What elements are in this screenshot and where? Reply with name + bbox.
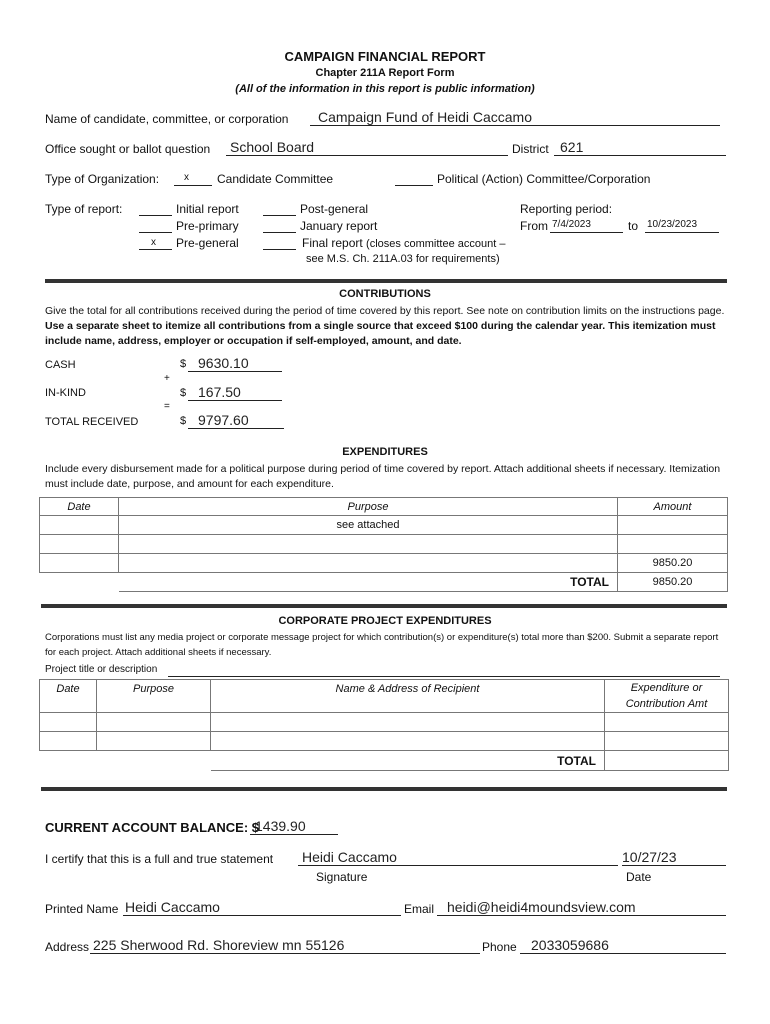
period-from-field[interactable]: 7/4/2023 xyxy=(552,219,591,230)
cash-currency: $ xyxy=(180,358,187,370)
total-received-label: TOTAL RECEIVED xyxy=(45,416,139,428)
final-report-text: Final report xyxy=(302,236,363,250)
expenditures-instructions: Include every disbursement made for a political purpose during period of time covered by report. Attach additional sheets if necessary. Itemization must include date, purpose, and amount for each expenditure. xyxy=(45,463,721,490)
name-field[interactable]: Campaign Fund of Heidi Caccamo xyxy=(318,109,532,125)
exp-date-cell[interactable] xyxy=(40,554,119,573)
exp-date-cell[interactable] xyxy=(40,535,119,554)
preprimary-checkline[interactable] xyxy=(139,232,172,233)
signature-field[interactable]: Heidi Caccamo xyxy=(302,849,397,865)
exp-date-cell[interactable] xyxy=(40,516,119,535)
total-received-field[interactable]: 9797.60 xyxy=(198,412,249,428)
corp-col-amount-line2: Contribution Amt xyxy=(625,698,708,710)
inkind-underline xyxy=(188,400,282,401)
corp-cell[interactable] xyxy=(97,713,211,732)
inkind-label: IN-KIND xyxy=(45,387,86,399)
exp-col-date: Date xyxy=(40,498,119,516)
exp-col-purpose: Purpose xyxy=(119,498,618,516)
table-row xyxy=(40,554,728,573)
balance-underline xyxy=(250,834,338,835)
contributions-instructions xyxy=(45,304,727,349)
period-to-label: to xyxy=(628,219,639,233)
corp-cell[interactable] xyxy=(40,713,97,732)
cash-field[interactable]: 9630.10 xyxy=(198,355,249,371)
corp-cell[interactable] xyxy=(605,713,729,732)
final-report-label xyxy=(302,236,505,250)
date-field[interactable]: 10/27/23 xyxy=(622,849,677,865)
table-row xyxy=(40,516,728,535)
date-underline xyxy=(622,865,726,866)
name-label: Name of candidate, committee, or corporation xyxy=(45,112,289,126)
org-type-label: Type of Organization: xyxy=(45,172,160,186)
exp-purpose-cell[interactable] xyxy=(119,554,618,573)
corp-total-value[interactable] xyxy=(605,751,729,771)
exp-purpose-cell[interactable]: see attached xyxy=(119,516,618,535)
preprimary-label: Pre-primary xyxy=(176,219,239,233)
balance-divider xyxy=(41,787,727,791)
exp-amount-cell[interactable] xyxy=(618,535,728,554)
signature-underline xyxy=(298,865,618,866)
corp-total-label: TOTAL xyxy=(211,751,605,771)
expenditures-heading: EXPENDITURES xyxy=(342,446,428,458)
balance-field[interactable]: 1439.90 xyxy=(255,818,306,834)
corp-cell[interactable] xyxy=(40,732,97,751)
table-row xyxy=(40,732,729,751)
initial-report-label: Initial report xyxy=(176,202,239,216)
cash-label: CASH xyxy=(45,359,76,371)
address-field[interactable]: 225 Sherwood Rd. Shoreview mn 55126 xyxy=(93,937,345,953)
email-label: Email xyxy=(404,902,435,916)
district-label: District xyxy=(512,142,549,156)
contributions-text-1: Give the total for all contributions received during the period of time covered by this report. See note on contribution limits on the instructions page. xyxy=(45,305,725,317)
total-underline xyxy=(188,428,284,429)
january-checkline[interactable] xyxy=(263,232,296,233)
plus-sign: + xyxy=(164,373,170,384)
address-label: Address xyxy=(45,940,90,954)
pregeneral-check-mark[interactable]: x xyxy=(151,237,156,248)
district-field[interactable]: 621 xyxy=(560,139,584,155)
final-report-note: (closes committee account – xyxy=(366,238,506,250)
phone-field[interactable]: 2033059686 xyxy=(531,937,609,953)
inkind-field[interactable]: 167.50 xyxy=(198,384,241,400)
january-report-label: January report xyxy=(300,219,378,233)
email-field[interactable]: heidi@heidi4moundsview.com xyxy=(447,899,636,915)
political-committee-label: Political (Action) Committee/Corporation xyxy=(437,172,651,186)
corp-col-amount xyxy=(605,680,729,713)
phone-underline xyxy=(520,953,726,954)
corporate-table xyxy=(39,679,729,771)
exp-col-amount: Amount xyxy=(618,498,728,516)
corp-col-purpose: Purpose xyxy=(97,680,211,713)
exp-purpose-cell[interactable] xyxy=(119,535,618,554)
reporting-period-label: Reporting period: xyxy=(520,202,613,216)
corp-cell[interactable] xyxy=(605,732,729,751)
corp-total-spacer xyxy=(40,751,97,771)
project-title-underline[interactable] xyxy=(168,676,720,677)
certify-label: I certify that this is a full and true statement xyxy=(45,852,274,866)
pregeneral-checkline xyxy=(139,249,172,250)
section-divider xyxy=(45,279,727,283)
project-title-label: Project title or description xyxy=(45,664,158,675)
period-to-field[interactable]: 10/23/2023 xyxy=(647,219,698,230)
office-field[interactable]: School Board xyxy=(230,139,315,155)
final-checkline[interactable] xyxy=(263,249,296,250)
balance-label: CURRENT ACCOUNT BALANCE: $ xyxy=(45,820,260,835)
corp-cell[interactable] xyxy=(211,713,605,732)
district-underline xyxy=(554,155,726,156)
period-from-label: From xyxy=(520,219,548,233)
email-underline xyxy=(437,915,726,916)
exp-total-label: TOTAL xyxy=(119,573,618,592)
corporate-heading: CORPORATE PROJECT EXPENDITURES xyxy=(278,615,492,627)
corp-col-recipient: Name & Address of Recipient xyxy=(211,680,605,713)
period-to-underline xyxy=(645,232,719,233)
political-checkline[interactable] xyxy=(395,185,433,186)
final-report-note-2: see M.S. Ch. 211A.03 for requirements) xyxy=(306,253,500,265)
corporate-divider xyxy=(41,604,727,608)
address-underline xyxy=(90,953,480,954)
printed-name-field[interactable]: Heidi Caccamo xyxy=(125,899,220,915)
corp-total-row xyxy=(40,751,729,771)
corp-col-date: Date xyxy=(40,680,97,713)
total-currency: $ xyxy=(180,415,187,427)
corp-cell[interactable] xyxy=(211,732,605,751)
postgeneral-checkline[interactable] xyxy=(263,215,296,216)
printed-name-label: Printed Name xyxy=(45,902,119,916)
corp-cell[interactable] xyxy=(97,732,211,751)
form-subtitle: Chapter 211A Report Form xyxy=(315,67,455,79)
equals-sign: = xyxy=(164,401,170,412)
name-underline xyxy=(310,125,720,126)
candidate-committee-label: Candidate Committee xyxy=(217,172,334,186)
office-label: Office sought or ballot question xyxy=(45,142,211,156)
form-title: CAMPAIGN FINANCIAL REPORT xyxy=(284,49,486,64)
corp-total-spacer xyxy=(97,751,211,771)
inkind-currency: $ xyxy=(180,387,187,399)
corporate-instructions: Corporations must list any media project or corporate message project for which contribution(s) or expenditure(s) total more than $200. Submit a separate report for each project. Attach additional sheets if necessary. xyxy=(45,632,719,658)
period-from-underline xyxy=(550,232,623,233)
candidate-checkline xyxy=(174,185,212,186)
printed-name-underline xyxy=(123,915,401,916)
postgeneral-label: Post-general xyxy=(300,202,369,216)
contributions-text-2: Use a separate sheet to itemize all contributions from a single source that exceed $100 during the calendar year. This itemization must include name, address, employer or occupation if self-employed, amount, and date. xyxy=(45,320,716,347)
public-info-note: (All of the information in this report is public information) xyxy=(235,83,535,95)
exp-total-spacer xyxy=(40,573,119,592)
contributions-heading: CONTRIBUTIONS xyxy=(339,288,431,300)
exp-total-row xyxy=(40,573,728,592)
table-row xyxy=(40,713,729,732)
candidate-check-mark[interactable]: x xyxy=(184,172,189,183)
office-underline xyxy=(226,155,508,156)
cash-underline xyxy=(188,371,282,372)
date-label: Date xyxy=(626,870,652,884)
initial-checkline[interactable] xyxy=(139,215,172,216)
signature-label: Signature xyxy=(316,870,368,884)
corp-col-amount-line1: Expenditure or xyxy=(630,682,703,694)
pregeneral-label: Pre-general xyxy=(176,236,239,250)
table-row xyxy=(40,535,728,554)
exp-amount-cell[interactable] xyxy=(618,516,728,535)
report-type-label: Type of report: xyxy=(45,202,123,216)
phone-label: Phone xyxy=(482,940,517,954)
exp-amount-cell[interactable]: 9850.20 xyxy=(618,554,728,573)
expenditures-table xyxy=(39,497,728,592)
exp-total-value[interactable]: 9850.20 xyxy=(618,573,728,592)
